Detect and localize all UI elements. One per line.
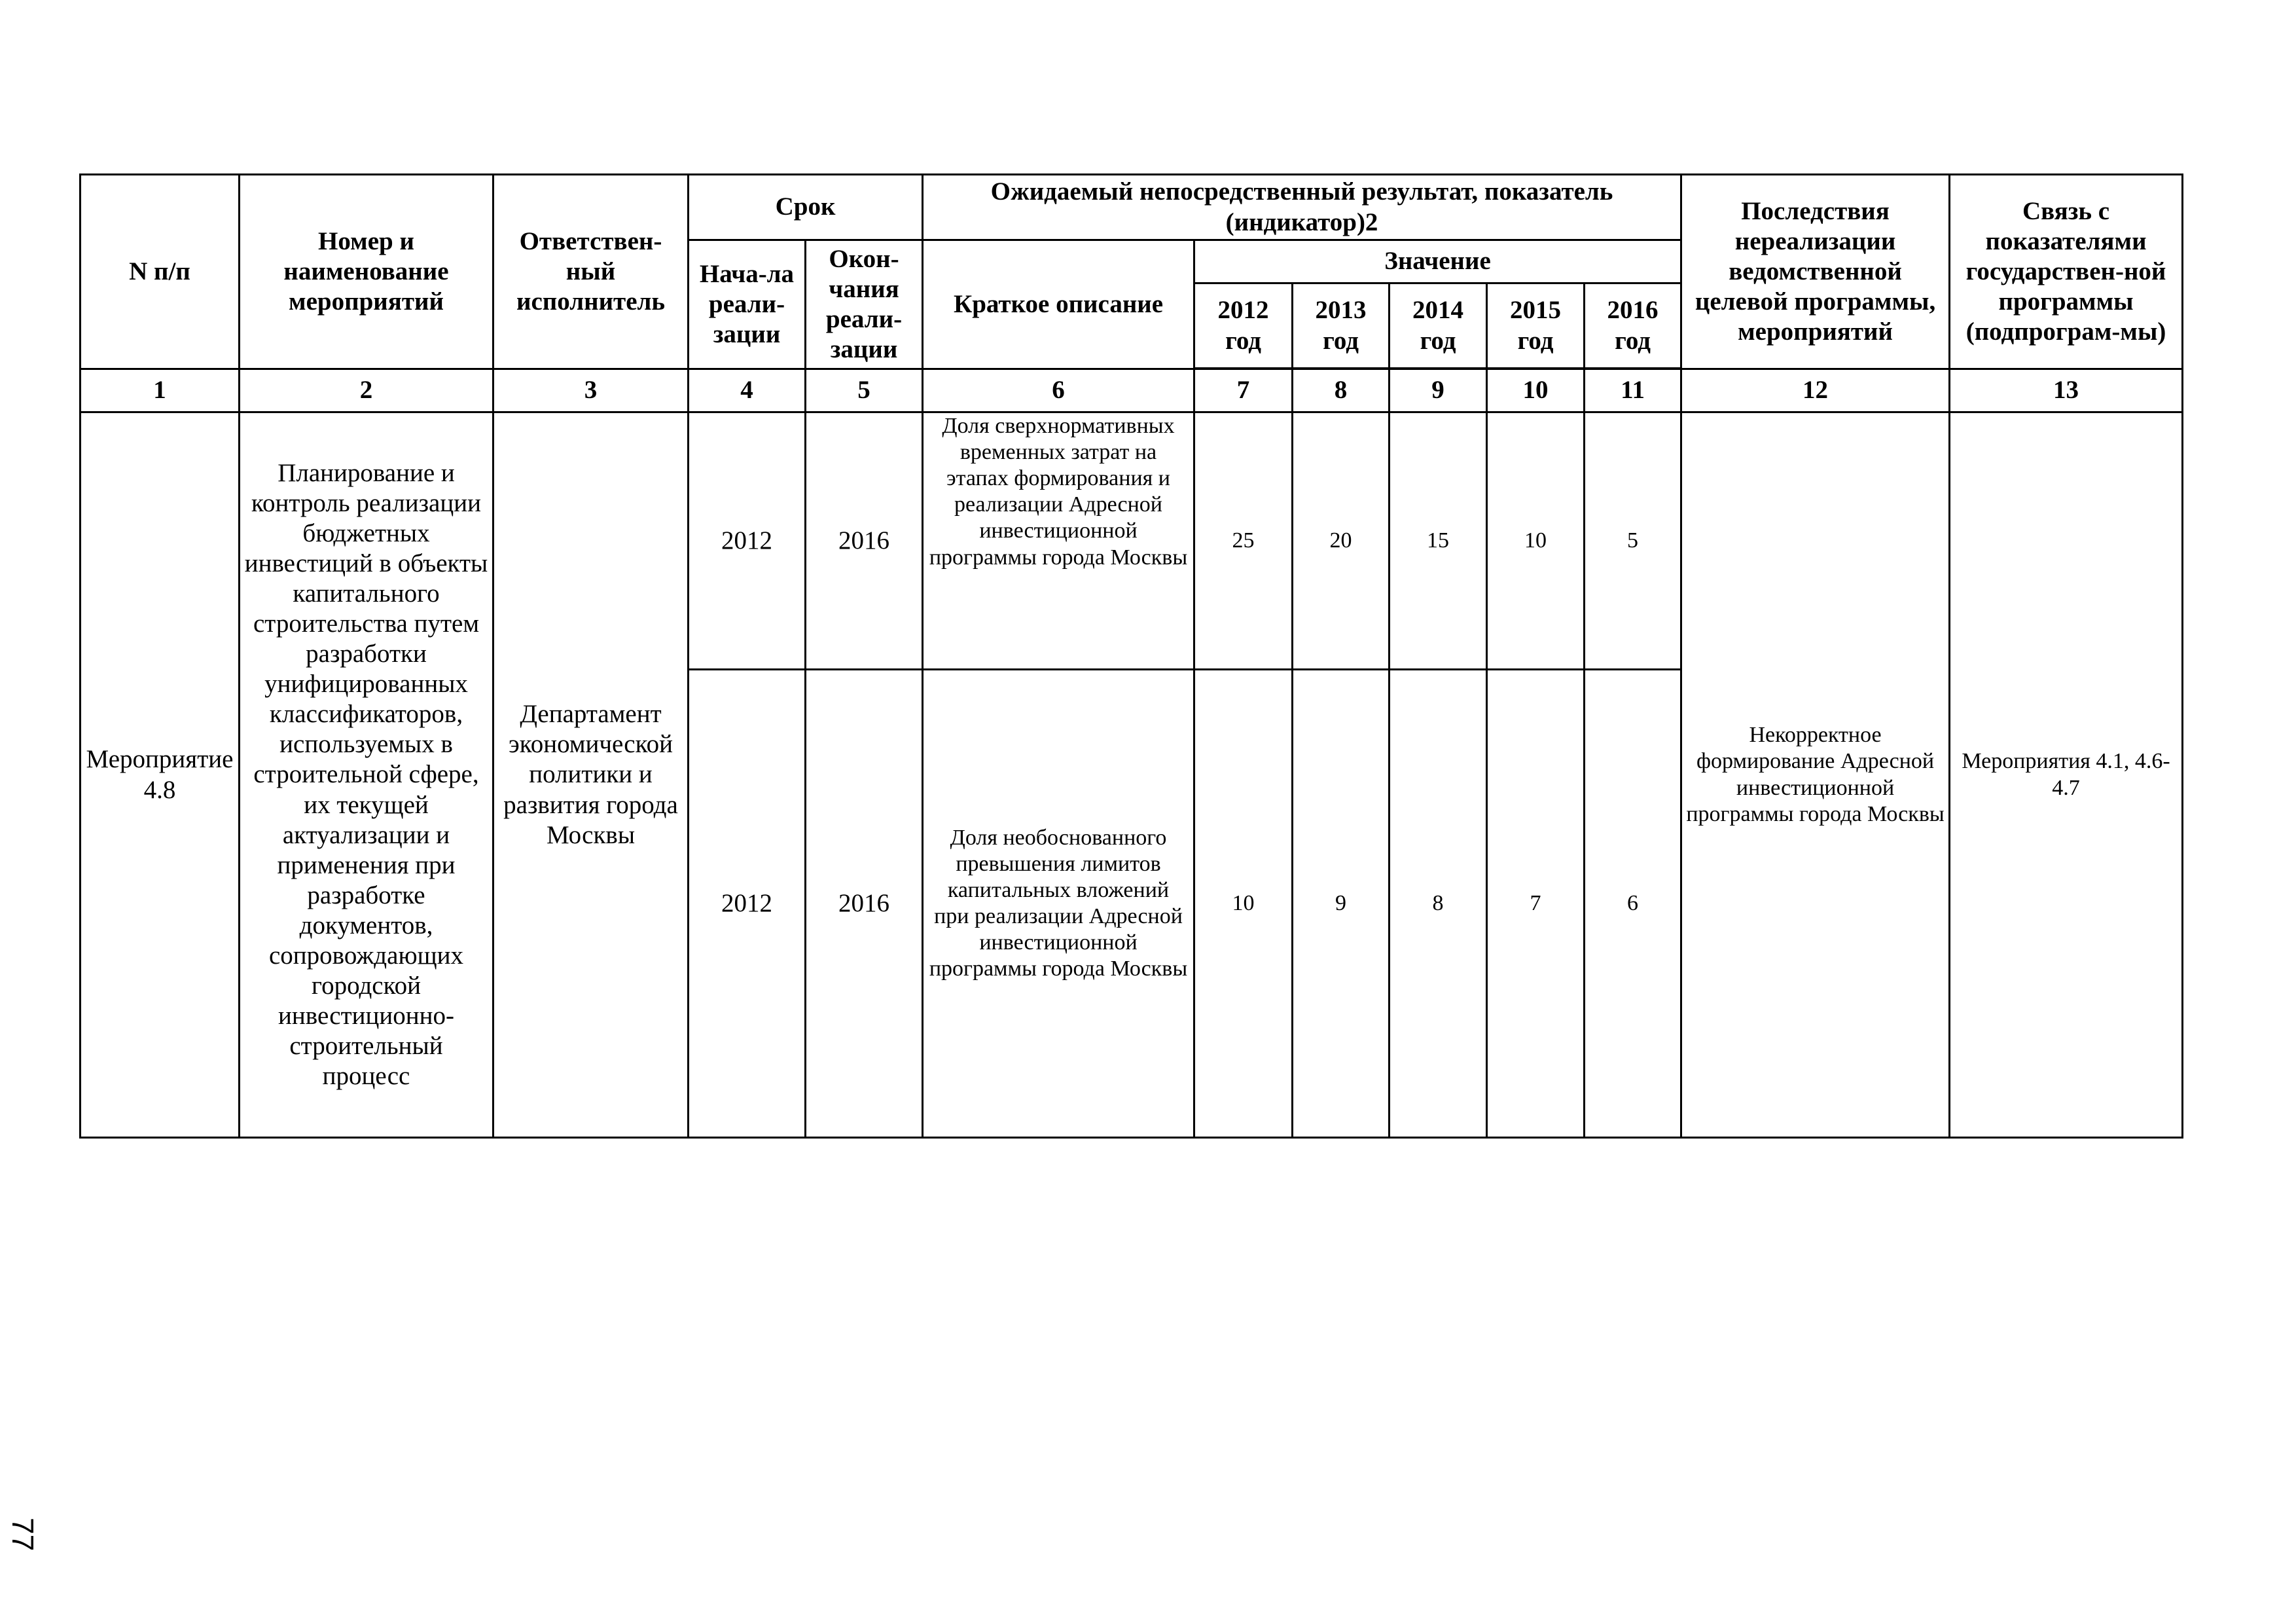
header-year: 2012 год <box>1194 283 1293 369</box>
header-consequences: Последствия нереализации ведомственной целевой программы, мероприятий <box>1681 175 1950 369</box>
indicator-start: 2012 <box>689 412 806 670</box>
header-year: 2016 год <box>1585 283 1681 369</box>
indicator-value: 7 <box>1487 670 1585 1138</box>
column-number: 1 <box>81 369 240 412</box>
header-n-pp: N п/п <box>81 175 240 369</box>
column-number: 12 <box>1681 369 1950 412</box>
event-name: Планирование и контроль реализации бюджетных инвестиций в объекты капитального строительства путем разработки унифицированных классификаторов, используемых в строительной сфере, их текущей актуализации и применения при разработке документов, сопровождающих городской инвестиционно-строительный процесс <box>240 412 493 1138</box>
column-number: 11 <box>1585 369 1681 412</box>
indicator-value: 5 <box>1585 412 1681 670</box>
header-number-name: Номер и наименование мероприятий <box>240 175 493 369</box>
header-responsible: Ответствен-ный исполнитель <box>493 175 689 369</box>
indicator-value: 6 <box>1585 670 1681 1138</box>
header-year: 2014 год <box>1390 283 1487 369</box>
indicator-value: 25 <box>1194 412 1293 670</box>
indicator-value: 10 <box>1487 412 1585 670</box>
header-expected-result: Ожидаемый непосредственный результат, показатель (индикатор)2 <box>923 175 1681 240</box>
column-number: 4 <box>689 369 806 412</box>
column-number: 8 <box>1293 369 1390 412</box>
indicator-end: 2016 <box>806 412 923 670</box>
column-number: 3 <box>493 369 689 412</box>
indicator-value: 10 <box>1194 670 1293 1138</box>
program-events-table <box>79 173 2183 1139</box>
header-value: Значение <box>1194 240 1681 283</box>
indicator-value: 9 <box>1293 670 1390 1138</box>
column-number: 5 <box>806 369 923 412</box>
event-link: Мероприятия 4.1, 4.6-4.7 <box>1950 412 2183 1138</box>
header-term-end: Окон-чания реали-зации <box>806 240 923 369</box>
column-number: 7 <box>1194 369 1293 412</box>
header-year: 2015 год <box>1487 283 1585 369</box>
header-short-description: Краткое описание <box>923 240 1194 369</box>
indicator-end: 2016 <box>806 670 923 1138</box>
column-number: 2 <box>240 369 493 412</box>
indicator-start: 2012 <box>689 670 806 1138</box>
indicator-description: Доля сверхнормативных временных затрат на этапах формирования и реализации Адресной инвестиционной программы города Москвы <box>923 412 1194 670</box>
event-consequences: Некорректное формирование Адресной инвестиционной программы города Москвы <box>1681 412 1950 1138</box>
header-term: Срок <box>689 175 923 240</box>
column-number: 9 <box>1390 369 1487 412</box>
header-year: 2013 год <box>1293 283 1390 369</box>
indicator-description: Доля необоснованного превышения лимитов капитальных вложений при реализации Адресной инвестиционной программы города Москвы <box>923 670 1194 1138</box>
indicator-value: 15 <box>1390 412 1487 670</box>
column-number: 10 <box>1487 369 1585 412</box>
page-number: 77 <box>6 1518 40 1552</box>
column-number: 13 <box>1950 369 2183 412</box>
header-term-start: Нача-ла реали-зации <box>689 240 806 369</box>
header-link: Связь с показателями государствен-ной программы (подпрограм-мы) <box>1950 175 2183 369</box>
indicator-value: 20 <box>1293 412 1390 670</box>
column-number: 6 <box>923 369 1194 412</box>
event-id: Мероприятие 4.8 <box>81 412 240 1138</box>
event-responsible: Департамент экономической политики и развития города Москвы <box>493 412 689 1138</box>
indicator-value: 8 <box>1390 670 1487 1138</box>
